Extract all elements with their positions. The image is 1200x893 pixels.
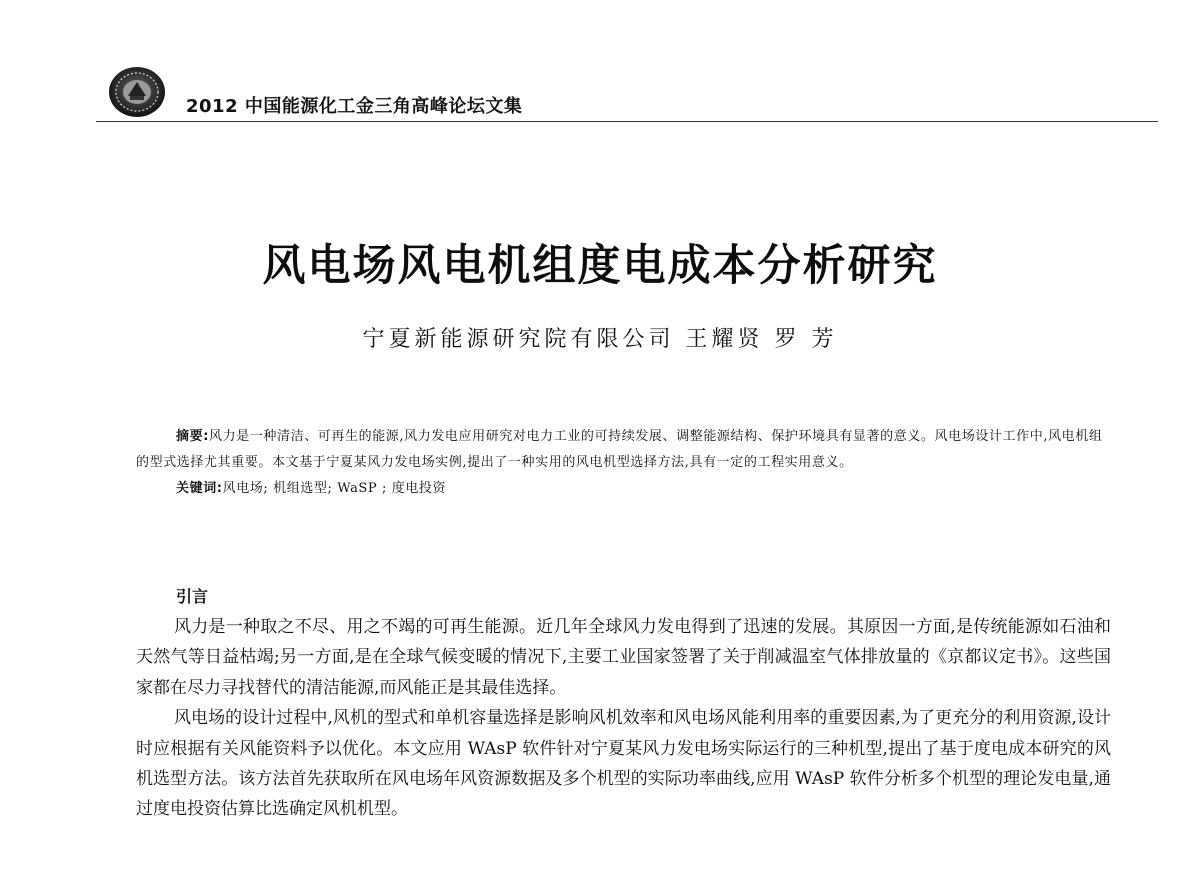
paper-authors: 宁夏新能源研究院有限公司 王耀贤 罗 芳 [362, 327, 838, 352]
keywords-text: 风电场; 机组选型; WaSP ; 度电投资 [222, 481, 447, 496]
body-paragraph-1: 风力是一种取之不尽、用之不竭的可再生能源。近几年全球风力发电得到了迅速的发展。其原因一方面,是传统能源如石油和天然气等日益枯竭;另一方面,是在全球气候变暖的情况下,主要工业国家签署了关于削减温室气体排放量的《京都议定书》。这些国家都在尽力寻找替代的清洁能源,而风能正是其最佳选择。 [136, 617, 1111, 698]
abstract-block [136, 424, 1111, 502]
header-rule [96, 121, 1158, 122]
conference-name: 2012 中国能源化工金三角高峰论坛文集 [186, 96, 523, 117]
abstract-paragraph [136, 424, 1111, 476]
paper-title: 风电场风电机组度电成本分析研究 [262, 241, 938, 291]
section-heading: 引言 [176, 587, 209, 606]
page-header [0, 0, 1200, 130]
keywords-paragraph [136, 476, 1111, 502]
conference-emblem-icon [108, 66, 166, 118]
abstract-text: 风力是一种清洁、可再生的能源,风力发电应用研究对电力工业的可持续发展、调整能源结构、保护环境具有显著的意义。风电场设计工作中,风电机组的型式选择尤其重要。本文基于宁夏某风力发电场实例,提出了一种实用的风电机型选择方法,具有一定的工程实用意义。 [136, 429, 1103, 470]
body-paragraph-2: 风电场的设计过程中,风机的型式和单机容量选择是影响风机效率和风电场风能利用率的重要因素,为了更充分的利用资源,设计时应根据有关风能资料予以优化。本文应用 WAsP 软件针对宁夏某风力发电场实际运行的三种机型,提出了基于度电成本研究的风机选型方法。该方法首先获取所在风电场年风资源数据及多个机型的实际功率曲线,应用 WAsP 软件分析多个机型的理论发电量,通过度电投资估算比选确定风机机型。 [136, 708, 1111, 820]
abstract-label: 摘要: [176, 429, 209, 444]
keywords-label: 关键词: [176, 481, 223, 496]
main-body [136, 582, 1111, 825]
